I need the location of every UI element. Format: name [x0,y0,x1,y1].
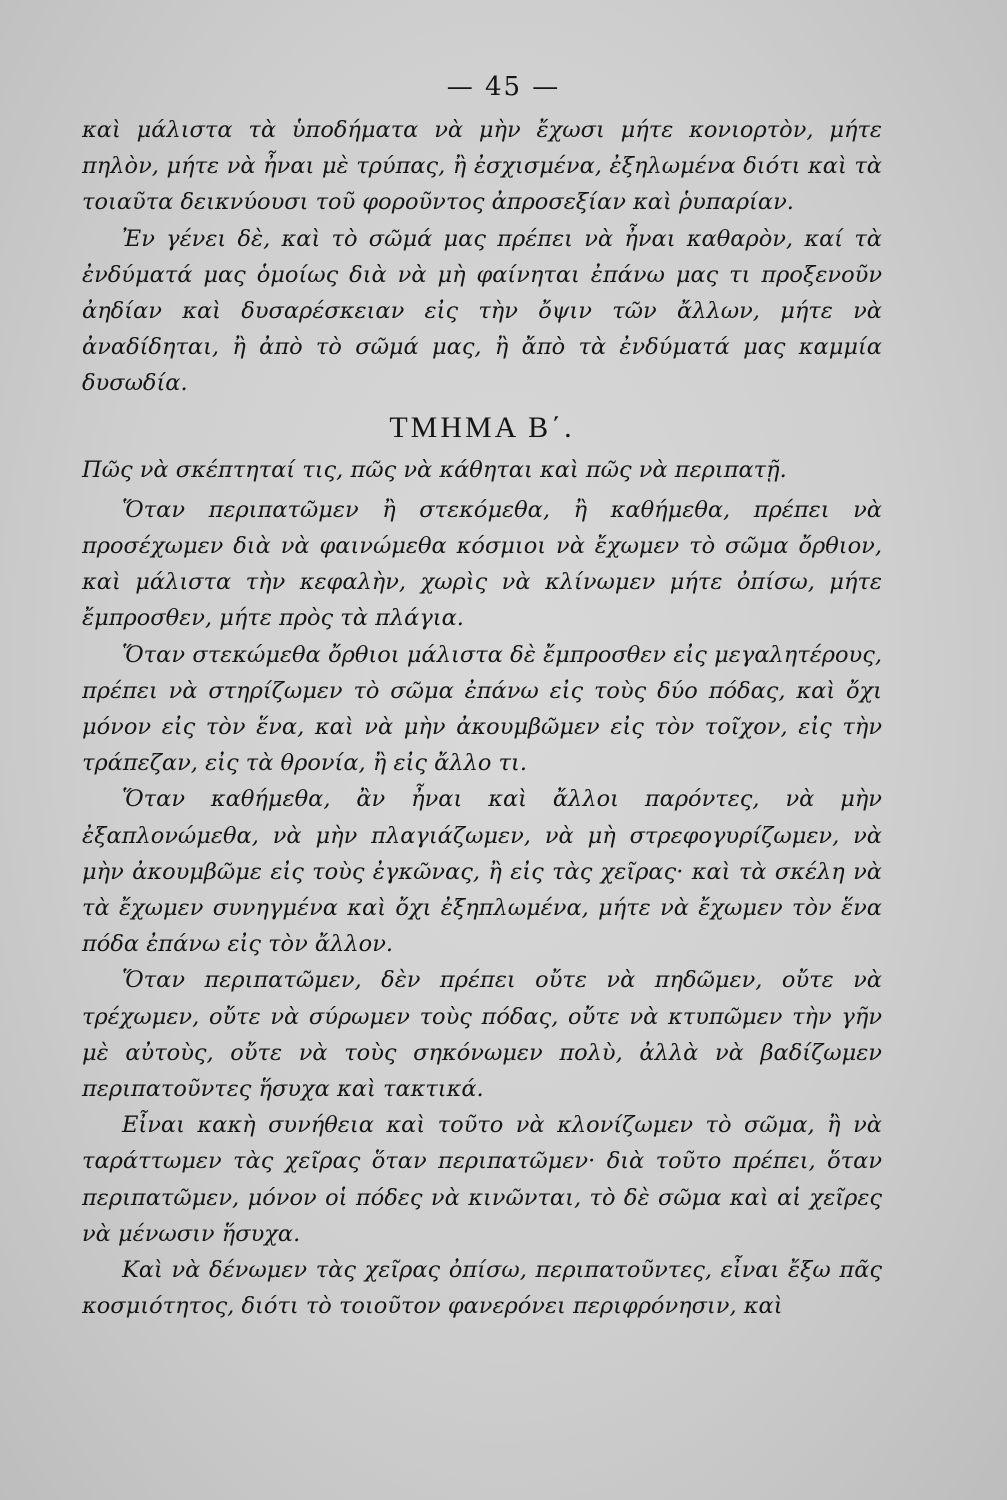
paragraph-sitting: Ὅταν καθήμεθα, ἂν ἦναι καὶ ἄλλοι παρόντες, νὰ μὴν ἐξαπλονώμεθα, νὰ μὴν πλαγιάζωμεν, νὰ μὴ στρεφογυρίζωμεν, νὰ μὴν ἀκουμβῶμε εἰς τοὺς ἐγκῶνας, ἢ εἰς τὰς χεῖρας· καὶ τὰ σκέλη νὰ τὰ ἔχωμεν συνηγμένα καὶ ὄχι ἐξηπλωμένα, μήτε νὰ ἔχωμεν τὸν ἕνα πόδα ἐπάνω εἰς τὸν ἄλλον. [82,786,882,958]
paragraph-walking-posture: Ὅταν περιπατῶμεν ἢ στεκόμεθα, ἢ καθήμεθα, πρέπει νὰ προσέχωμεν διὰ νὰ φαινώμεθα κόσμιοι νὰ ἔχωμεν τὸ σῶμα ὄρθιον, καὶ μάλιστα τὴν κεφαλὴν, χωρὶς νὰ κλίνωμεν μήτε ὀπίσω, μήτε ἔμπροσθεν, μήτε πρὸς τὰ πλάγια. [82,496,882,632]
page-body-text [82,112,882,1325]
paragraph-hands-behind: Καὶ νὰ δένωμεν τὰς χεῖρας ὀπίσω, περιπατοῦντες, εἶναι ἔξω πᾶς κοσμιότητος, διότι τὸ τοιοῦτον φανερόνει περιφρόνησιν, καὶ [82,1257,882,1320]
section-subtitle: Πῶς νὰ σκέπτηταί τις, πῶς νὰ κάθηται καὶ πῶς νὰ περιπατῇ. [82,456,787,483]
paragraph-bad-habit: Εἶναι κακὴ συνήθεια καὶ τοῦτο νὰ κλονίζωμεν τὸ σῶμα, ἢ νὰ ταράττωμεν τὰς χεῖρας ὅταν περιπατῶμεν· διὰ τοῦτο πρέπει, ὅταν περιπατῶμεν, μόνον οἱ πόδες νὰ κινῶνται, τὸ δὲ σῶμα καὶ αἱ χεῖρες νὰ μένωσιν ἥσυχα. [82,1112,882,1247]
section-title: ΤΜΗΜΑ Β΄. [389,410,575,444]
paragraph-standing: Ὅταν στεκώμεθα ὄρθιοι μάλιστα δὲ ἔμπροσθεν εἰς μεγαλητέρους, πρέπει νὰ στηρίζωμεν τὸ σῶμα ἐπάνω εἰς τοὺς δύο πόδας, καὶ ὄχι μόνον εἰς τὸν ἕνα, καὶ νὰ μὴν ἀκουμβῶμεν εἰς τὸν τοῖχον, εἰς τὴν τράπεζαν, εἰς τὰ θρονία, ἢ εἰς ἄλλο τι. [82,641,882,777]
paragraph-walking-manner: Ὅταν περιπατῶμεν, δὲν πρέπει οὔτε νὰ πηδῶμεν, οὔτε νὰ τρέχωμεν, οὔτε νὰ σύρωμεν τοὺς πόδας, οὔτε νὰ κτυπῶμεν τὴν γῆν μὲ αὐτοὺς, οὔτε νὰ τοὺς σηκόνωμεν πολὺ, ἀλλὰ νὰ βαδίζωμεν περιπατοῦντες ἥσυχα καὶ τακτικά. [82,967,882,1103]
paragraph-continued: καὶ μάλιστα τὰ ὑποδήματα νὰ μὴν ἔχωσι μήτε κονιορτὸν, μήτε πηλὸν, μήτε νὰ ἦναι μὲ τρύπας, ἢ ἐσχισμένα, ἐξηλωμένα διότι καὶ τὰ τοιαῦτα δεικνύουσι τοῦ φοροῦντος ἀπροσεξίαν καὶ ῥυπαρίαν. [82,117,882,216]
paragraph-cleanliness: Ἐν γένει δὲ, καὶ τὸ σῶμά μας πρέπει νὰ ἦναι καθαρὸν, καί τὰ ἐνδύματά μας ὁμοίως διὰ νὰ μὴ φαίνηται ἐπάνω μας τι προξενοῦν ἀηδίαν καὶ δυσαρέσκειαν εἰς τὴν ὄψιν τῶν ἄλλων, μήτε νὰ ἀναδίδηται, ἢ ἀπὸ τὸ σῶμά μας, ἢ ἄπὸ τὰ ἐνδύματά μας καμμία δυσωδία. [82,225,882,397]
page-number: — 45 — [446,72,561,102]
